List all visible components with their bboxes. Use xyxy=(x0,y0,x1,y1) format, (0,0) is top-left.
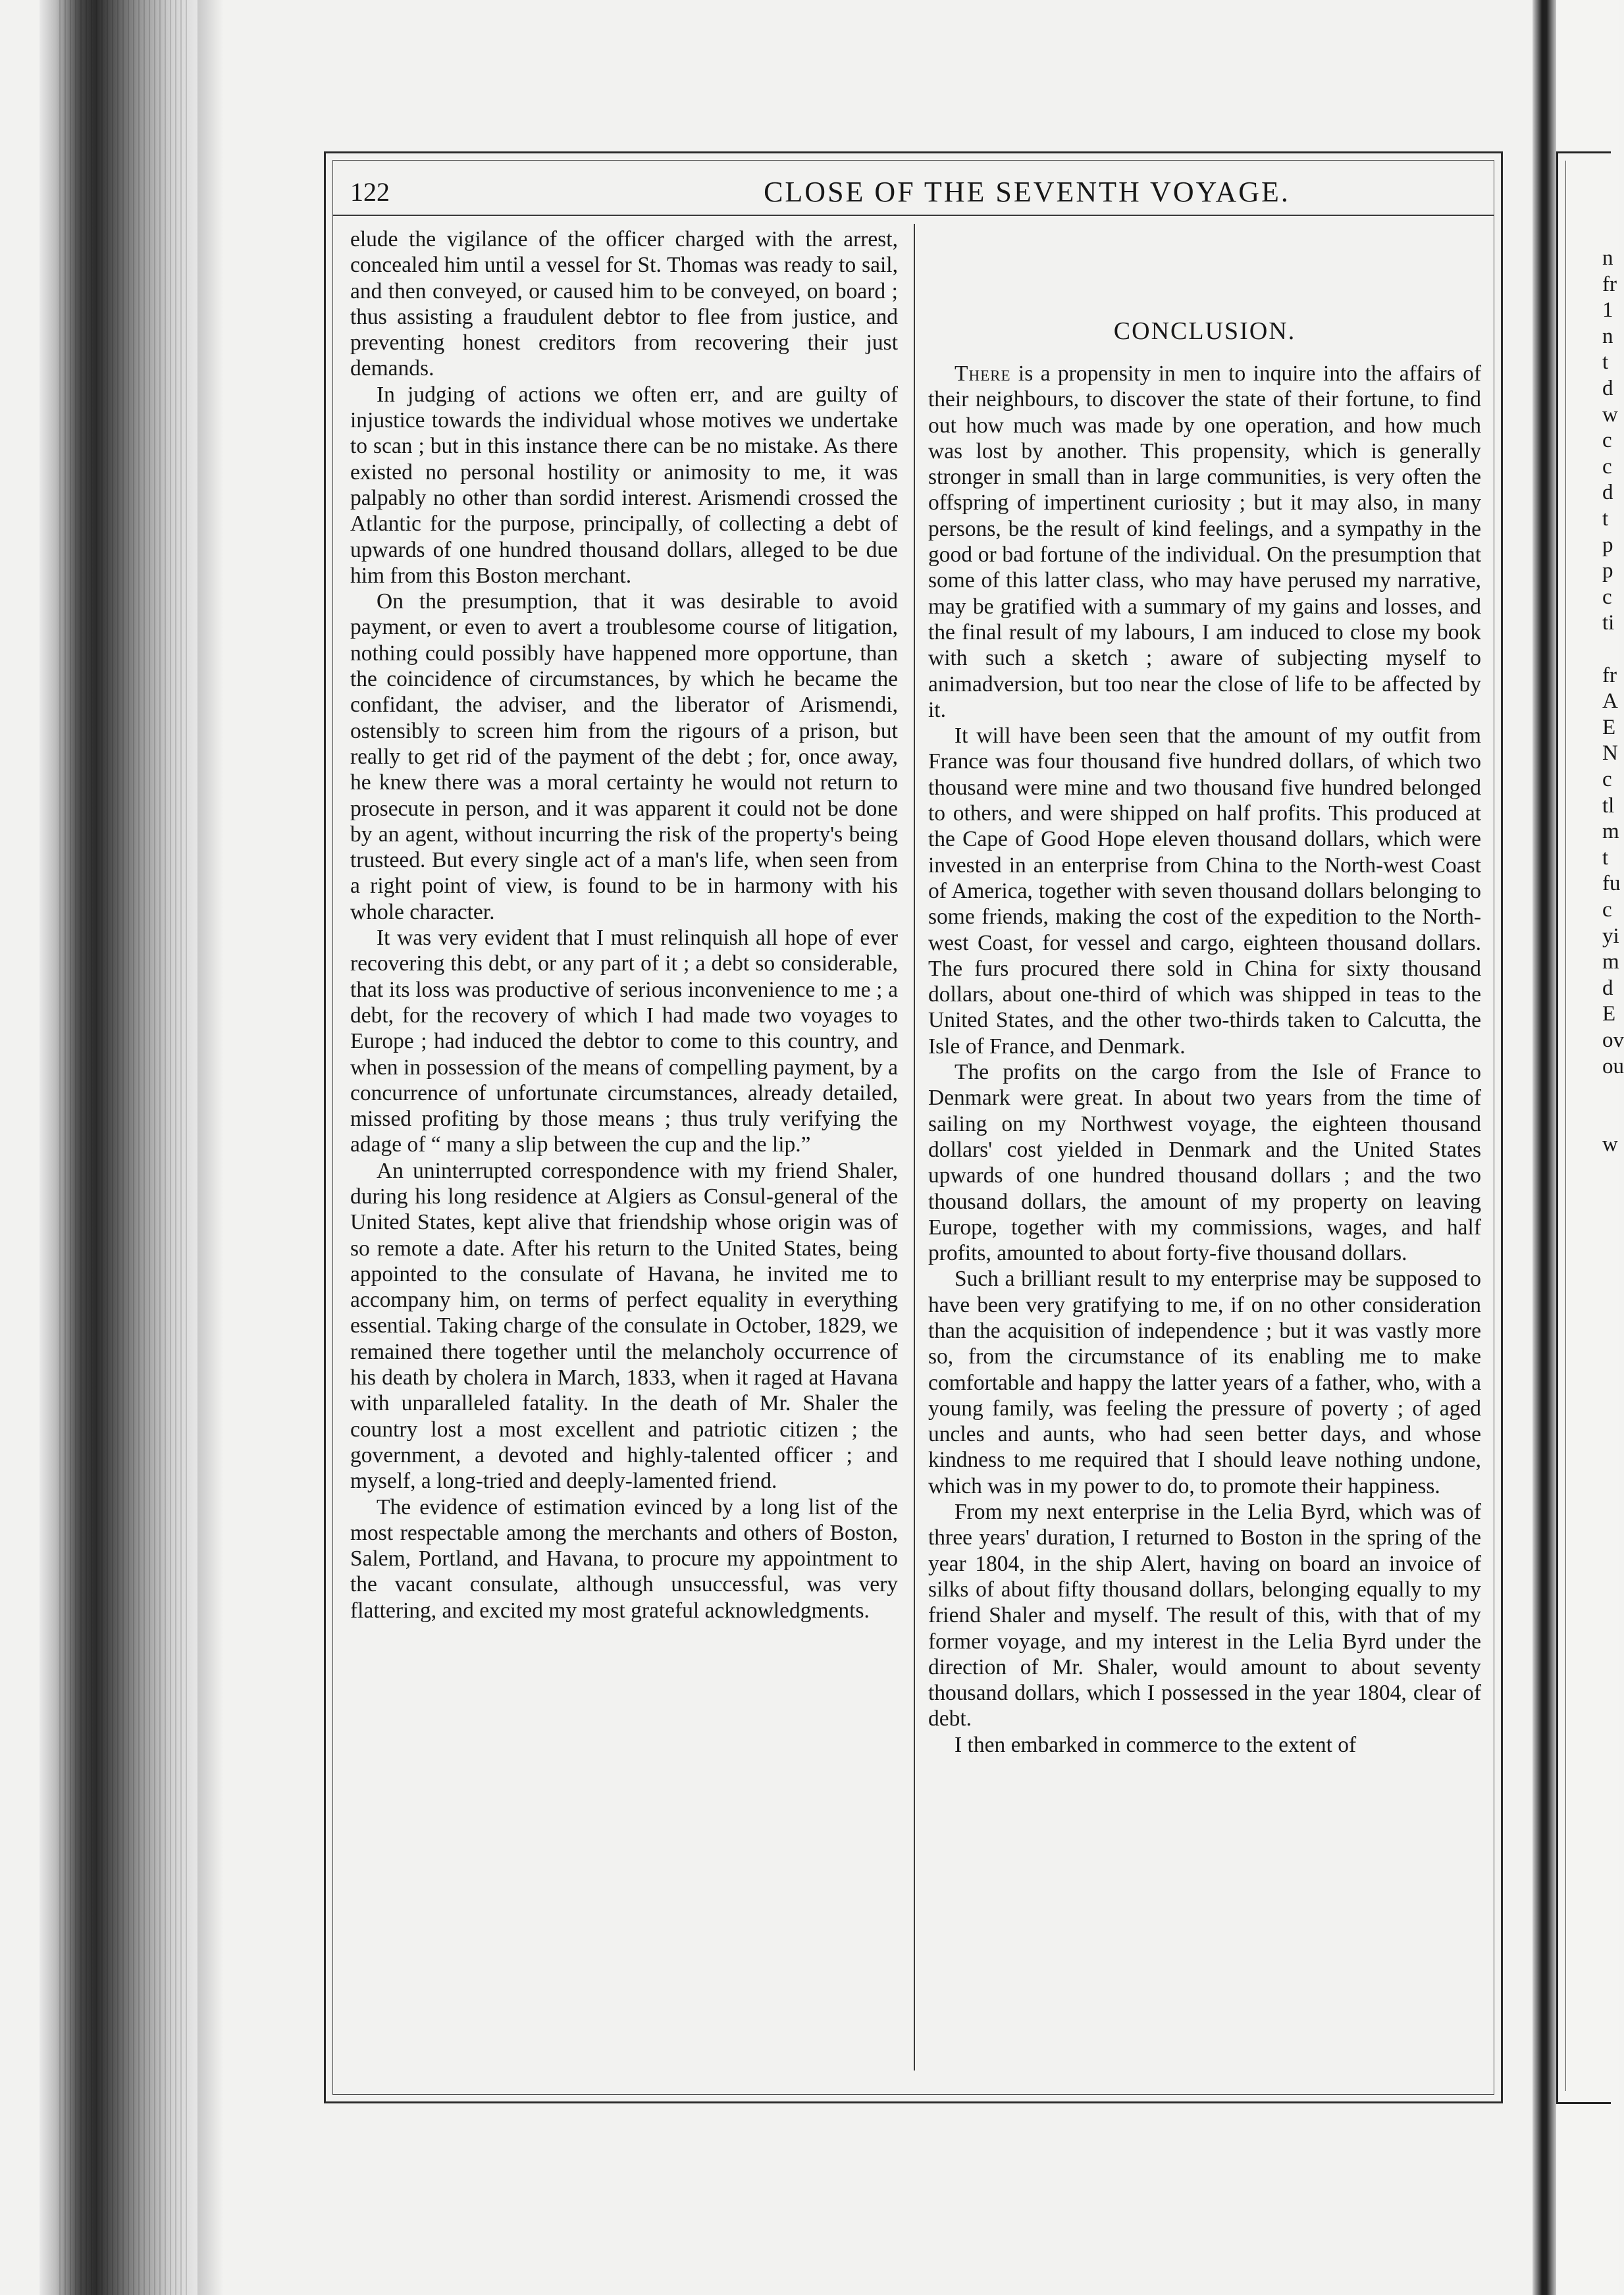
page-fold-shadow xyxy=(1532,0,1556,2295)
adjacent-page-fragment: t xyxy=(1602,845,1609,870)
section-heading: CONCLUSION. xyxy=(1113,317,1296,345)
adjacent-page-fragment: fr xyxy=(1602,272,1617,296)
running-title: CLOSE OF THE SEVENTH VOYAGE. xyxy=(764,176,1290,208)
right-paragraph: It will have been seen that the amount of my outfit from France was four thousand five hundred dollars, of which two thousand were mine and two thousand five hundred belonged to others, and were shipped on half profits. This produced at the Cape of Good Hope eleven thousand dollars, which were invested in an enterprise from China to the North-west Coast of America, together with seven thousand dollars belonging to some friends, making the cost of the expedition to the North-west Coast, for vessel and cargo, eighteen thousand dollars. The furs procured there sold in China for sixty thousand dollars, about one-third of which was shipped in teas to the United States, and the other two-thirds taken to Calcutta, the Isle of France, and Denmark. xyxy=(928,724,1481,1059)
right-paragraph: I then embarked in commerce to the extent of xyxy=(955,1732,1357,1757)
right-paragraph: Such a brilliant result to my enterprise may be supposed to have been very gratifying to me, if on no other consideration than the acquisition of independence ; but it was vastly more so, from the circumstance of its enabling me to make comfortable and happy the latter years of a father, who, with a young family, was feeling the pressure of poverty ; of aged uncles and aunts, who had seen better days, and whose kindness to me required that I should leave nothing undone, which was in my power to do, to promote their happiness. xyxy=(928,1267,1481,1498)
adjacent-page-fragment: m xyxy=(1602,950,1619,974)
adjacent-page-fragment: c xyxy=(1602,585,1612,609)
right-paragraph: The profits on the cargo from the Isle of France to Denmark were great. In about two years from the time of sailing on my Northwest voyage, the eighteen thousand dollars' cost yielded in Denmark and the United States upwards of one hundred thousand dollars ; and the two thousand dollars, the amount of my property on leaving Europe, together with my commissions, wages, and half profits, amounted to about forty-five thousand dollars. xyxy=(928,1060,1481,1266)
adjacent-page-fragment: p xyxy=(1602,533,1613,557)
adjacent-page-fragment: E xyxy=(1602,715,1616,739)
page-edges xyxy=(59,0,191,2295)
adjacent-page-fragment: c xyxy=(1602,768,1612,791)
adjacent-page-fragment: t xyxy=(1602,507,1609,531)
left-paragraph: It was very evident that I must relinquish all hope of ever recovering this debt, or any part of it ; a debt so considerable, that its loss was productive of serious inconvenience to me ; a debt, for the recovery of which I had made two voyages to Europe ; had induced the debtor to come to this country, and when in possession of the means of compelling payment, by a concurrence of unfortunate circumstances, already detailed, missed profiting by those means ; thus truly verifying the adage of “ many a slip between the cup and the lip.” xyxy=(350,926,898,1157)
adjacent-page-fragment: ti xyxy=(1602,611,1615,635)
right-column xyxy=(928,361,1481,1758)
adjacent-page-fragment: d xyxy=(1602,377,1613,400)
adjacent-page-fragment: w xyxy=(1602,402,1618,427)
adjacent-page-fragment: c xyxy=(1602,898,1612,922)
opening-paragraph-text: is a propensity in men to inquire into the affairs of their neighbours, to discover the state of their fortune, to find out how much was made by one operation, and how much was lost by another. This propensity, which is generally stronger in small than in large communities, is very often the offspring of impertinent curiosity ; but it may also, in many persons, be the result of kind feelings, and a sympathy in the good or bad fortune of the individual. On the presumption that some of this latter class, who may have perused my narrative, may be gratified with a summary of my gains and losses, and the final result of my labours, I am induced to close my book with such a sketch ; aware of subjecting myself to animadversion, but too near the close of life to be affected by it. xyxy=(928,361,1481,722)
right-paragraph-opening xyxy=(928,361,1481,723)
adjacent-page xyxy=(1556,0,1624,2295)
left-paragraph: In judging of actions we often err, and are guilty of injustice towards the individual whose motives we undertake to scan ; but in this instance there can be no mistake. As there existed no personal hostility or animosity to me, it was palpably no other than sordid interest. Arismendi crossed the Atlantic for the purpose, principally, of collecting a debt of upwards of one hundred thousand dollars, alleged to be due him from this Boston merchant. xyxy=(350,382,898,588)
page-number: 122 xyxy=(350,177,390,207)
adjacent-page-fragment: p xyxy=(1602,559,1613,583)
adjacent-page-fragment: tl xyxy=(1602,793,1615,818)
adjacent-page-fragment: fr xyxy=(1602,663,1617,687)
adjacent-page-fragment: yi xyxy=(1602,924,1619,948)
adjacent-page-fragment: n xyxy=(1602,246,1613,270)
adjacent-page-fragment: c xyxy=(1602,429,1612,453)
adjacent-page-fragment: ov xyxy=(1602,1028,1624,1052)
left-paragraph: On the presumption, that it was desirable to avoid payment, or even to avert a troublesome course of litigation, nothing could possibly have happened more opportune, than the coincidence of circumstances, by which he became the confidant, the adviser, and the liberator of Arismendi, ostensibly to screen him from the rigours of a prison, but really to get rid of the payment of the debt ; for, once away, he knew there was a moral certainty he would not return to prosecute in person, and it was apparent it could not be done by an agent, without incurring the risk of the property's being trusteed. But every single act of a man's life, when seen from a right point of view, is found to be in harmony with his whole character. xyxy=(350,589,898,924)
adjacent-page-fragment: t xyxy=(1602,350,1609,375)
adjacent-page-fragment: 1 xyxy=(1602,298,1613,323)
column-divider xyxy=(914,224,915,2071)
adjacent-page-fragment: E xyxy=(1602,1002,1616,1026)
adjacent-page-fragment: n xyxy=(1602,324,1613,348)
right-paragraph: From my next enterprise in the Lelia Byrd, which was of three years' duration, I returned to Boston in the spring of the year 1804, in the ship Alert, having on board an invoice of silks of about fifty thousand dollars, belonging equally to my friend Shaler and myself. The result of this, with that of my former voyage, and my interest in the Lelia Byrd under the direction of Mr. Shaler, would amount to about seventy thousand dollars, which I possessed in the year 1804, clear of debt. xyxy=(928,1500,1481,1731)
left-paragraph: The evidence of estimation evinced by a long list of the most respectable among the merchants and others of Boston, Salem, Portland, and Havana, to procure my appointment to the vacant consulate, although unsuccessful, was very flattering, and excited my most grateful acknowledgments. xyxy=(350,1494,898,1623)
adjacent-page-fragment: d xyxy=(1602,976,1613,1000)
adjacent-page-fragment: A xyxy=(1602,689,1618,714)
adjacent-page-fragment: N xyxy=(1602,741,1618,766)
left-paragraph: elude the vigilance of the officer charged with the arrest, concealed him until a vessel for St. Thomas was ready to sail, and then conveyed, or caused him to be conveyed, on board ; thus assisting a fraudulent debtor to flee from justice, and preventing honest creditors from recovering their just demands. xyxy=(350,227,898,381)
opening-word: There xyxy=(955,361,1011,386)
header-rule xyxy=(332,215,1494,216)
adjacent-page-fragment: d xyxy=(1602,481,1613,505)
adjacent-page-fragment: fu xyxy=(1602,872,1621,896)
left-paragraph: An uninterrupted correspondence with my friend Shaler, during his long residence at Algiers as Consul-general of the United States, kept alive that friendship whose origin was of so remote a date. After his return to the United States, being appointed to the consulate of Havana, he invited me to accompany him, on terms of perfect equality in everything essential. Taking charge of the consulate in October, 1829, we remained there together until the melancholy occurrence of his death by cholera in March, 1833, when it raged at Havana with unparalleled fatality. In the death of Mr. Shaler the country lost a most excellent and patriotic citizen ; the government, a devoted and highly-talented officer ; and myself, a long-tried and deeply-lamented friend. xyxy=(350,1158,898,1494)
adjacent-page-fragment: c xyxy=(1602,454,1612,479)
page-gutter-shadow xyxy=(197,0,224,2295)
adjacent-page-fragment: w xyxy=(1602,1132,1618,1157)
left-column xyxy=(350,226,898,1623)
adjacent-page-fragment: m xyxy=(1602,820,1619,844)
adjacent-page-fragment: ou xyxy=(1602,1054,1624,1078)
